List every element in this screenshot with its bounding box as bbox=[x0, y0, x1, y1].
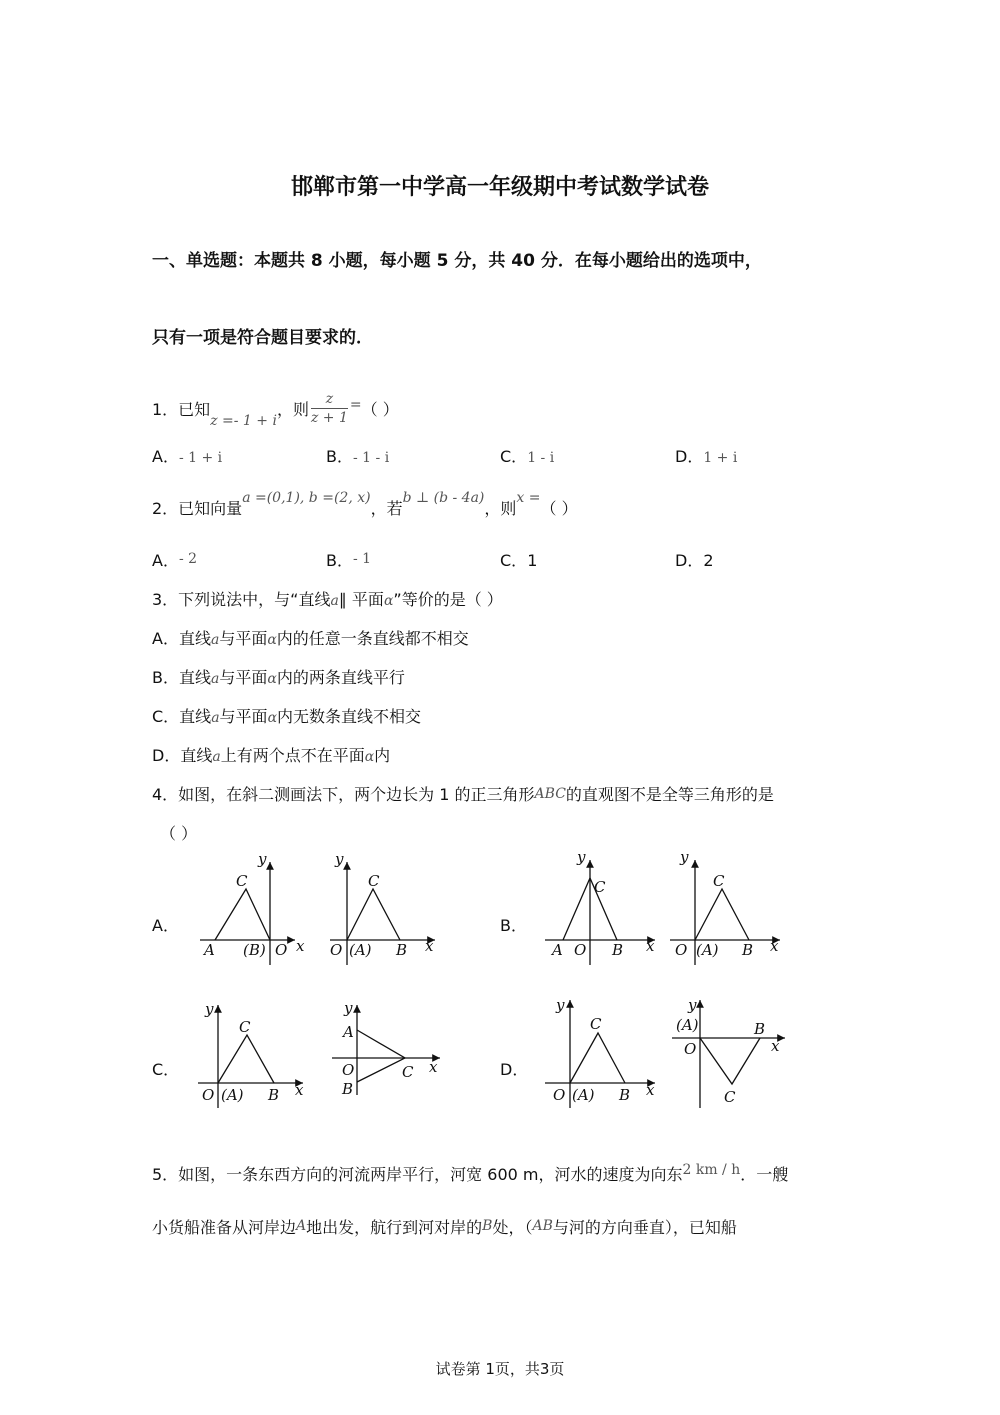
question-3: 3．下列说法中，与“直线a∥ 平面α”等价的是（ ） bbox=[152, 590, 503, 609]
figure-a-left bbox=[200, 850, 305, 965]
svg-text:B: B bbox=[742, 941, 754, 959]
q2-math-vectors: a =(0,1), b =(2, x) bbox=[242, 490, 371, 506]
svg-text:y: y bbox=[205, 1000, 214, 1018]
q1-mid: ，则 bbox=[276, 400, 309, 419]
q1-option-c: C．1 - i bbox=[500, 447, 555, 466]
svg-text:(A): (A) bbox=[696, 941, 719, 959]
svg-text:y: y bbox=[577, 848, 586, 866]
q2-option-d: D．2 bbox=[675, 551, 714, 570]
svg-text:O: O bbox=[202, 1086, 215, 1104]
svg-text:O: O bbox=[275, 941, 288, 959]
section-heading-line2: 只有一项是符合题目要求的． bbox=[152, 328, 373, 348]
svg-text:x: x bbox=[771, 1037, 780, 1055]
svg-text:O: O bbox=[684, 1040, 697, 1058]
question-5-line2: 小货船准备从河岸边A地出发，航行到河对岸的B处，（AB与河的方向垂直），已知船 bbox=[152, 1218, 737, 1237]
svg-text:y: y bbox=[556, 996, 565, 1014]
q2-prefix: 2．已知向量 bbox=[152, 499, 243, 518]
q4-paren: （ ） bbox=[160, 824, 198, 843]
q2-mid2: ，则 bbox=[484, 499, 517, 518]
figure-c-left bbox=[198, 1000, 304, 1108]
svg-text:C: C bbox=[594, 878, 606, 896]
svg-text:C: C bbox=[239, 1018, 251, 1036]
q1-option-d: D．1 + i bbox=[675, 447, 738, 466]
q4-label-c: C． bbox=[152, 1060, 180, 1079]
q1-suffix: （ ） bbox=[361, 400, 399, 419]
svg-text:x: x bbox=[295, 1081, 304, 1099]
q4-label-d: D． bbox=[500, 1060, 529, 1079]
q3-option-b: B．直线a与平面α内的两条直线平行 bbox=[152, 668, 405, 687]
svg-text:B: B bbox=[396, 941, 408, 959]
q2-option-c: C．1 bbox=[500, 551, 538, 570]
q1-math-z: z =- 1 + i bbox=[210, 413, 277, 429]
svg-text:O: O bbox=[574, 941, 587, 959]
figure-b-right bbox=[670, 848, 780, 965]
svg-text:y: y bbox=[688, 996, 697, 1014]
svg-text:B: B bbox=[619, 1086, 631, 1104]
svg-text:O: O bbox=[342, 1061, 355, 1079]
page-title: 邯郸市第一中学高一年级期中考试数学试卷 bbox=[290, 175, 709, 200]
svg-text:(A): (A) bbox=[572, 1086, 595, 1104]
svg-text:O: O bbox=[553, 1086, 566, 1104]
svg-text:(A): (A) bbox=[221, 1086, 244, 1104]
svg-text:(A): (A) bbox=[676, 1016, 699, 1034]
q4-label-a: A． bbox=[152, 916, 179, 935]
svg-text:A: A bbox=[552, 941, 563, 959]
q2-math-x: x = bbox=[516, 490, 541, 506]
svg-text:C: C bbox=[368, 872, 380, 890]
question-5-line1: 5．如图，一条东西方向的河流两岸平行，河宽 600 m，河水的速度为向东2 km / h．一艘 bbox=[152, 1162, 789, 1184]
q2-option-b: B．- 1 bbox=[326, 551, 372, 570]
q1-option-b: B．- 1 - i bbox=[326, 447, 390, 466]
figure-c-right bbox=[332, 999, 440, 1098]
q2-suffix: （ ） bbox=[540, 499, 578, 518]
svg-text:x: x bbox=[646, 937, 655, 955]
q3-option-c: C．直线a与平面α内无数条直线不相交 bbox=[152, 707, 422, 726]
q1-frac-num: z bbox=[311, 390, 348, 409]
svg-text:A: A bbox=[343, 1023, 354, 1041]
svg-text:x: x bbox=[646, 1081, 655, 1099]
page-footer: 试卷第 1页，共3页 bbox=[435, 1360, 565, 1378]
svg-text:(A): (A) bbox=[349, 941, 372, 959]
figure-a-right bbox=[330, 850, 435, 965]
svg-text:y: y bbox=[680, 848, 689, 866]
q2-math-perp: b ⊥ (b - 4a) bbox=[402, 490, 485, 506]
svg-text:x: x bbox=[296, 937, 305, 955]
q4-label-b: B． bbox=[500, 916, 527, 935]
svg-text:y: y bbox=[335, 850, 344, 868]
q2-mid1: ，若 bbox=[370, 499, 403, 518]
svg-text:B: B bbox=[612, 941, 624, 959]
svg-text:O: O bbox=[675, 941, 688, 959]
svg-text:(B): (B) bbox=[243, 941, 266, 959]
svg-text:y: y bbox=[344, 999, 353, 1017]
svg-text:B: B bbox=[754, 1020, 766, 1038]
q3-option-d: D．直线a上有两个点不在平面α内 bbox=[152, 746, 391, 765]
q2-option-a: A．- 2 bbox=[152, 551, 198, 570]
svg-text:x: x bbox=[770, 937, 779, 955]
svg-text:y: y bbox=[258, 850, 267, 868]
svg-text:x: x bbox=[425, 937, 434, 955]
figure-d-left bbox=[545, 996, 655, 1108]
q1-option-a: A．- 1 + i bbox=[152, 447, 223, 466]
svg-text:C: C bbox=[402, 1063, 414, 1081]
svg-text:O: O bbox=[330, 941, 343, 959]
svg-text:C: C bbox=[590, 1015, 602, 1033]
section-heading-line1: 一、单选题：本题共 8 小题，每小题 5 分，共 40 分．在每小题给出的选项中， bbox=[152, 251, 762, 271]
q3-option-a: A．直线a与平面α内的任意一条直线都不相交 bbox=[152, 629, 469, 648]
svg-text:B: B bbox=[268, 1086, 280, 1104]
svg-text:C: C bbox=[236, 872, 248, 890]
svg-text:x: x bbox=[429, 1058, 438, 1076]
q1-prefix: 1．已知 bbox=[152, 400, 211, 419]
figure-d-right bbox=[672, 996, 785, 1108]
svg-text:C: C bbox=[724, 1088, 736, 1106]
question-4: 4．如图，在斜二测画法下，两个边长为 1 的正三角形ABC的直观图不是全等三角形的是 bbox=[152, 785, 774, 804]
svg-text:A: A bbox=[204, 941, 215, 959]
svg-text:B: B bbox=[342, 1080, 354, 1098]
q1-frac-den: z + 1 bbox=[310, 410, 348, 426]
q1-eq: = bbox=[349, 397, 362, 413]
figure-b-left bbox=[545, 848, 655, 965]
svg-text:C: C bbox=[713, 872, 725, 890]
